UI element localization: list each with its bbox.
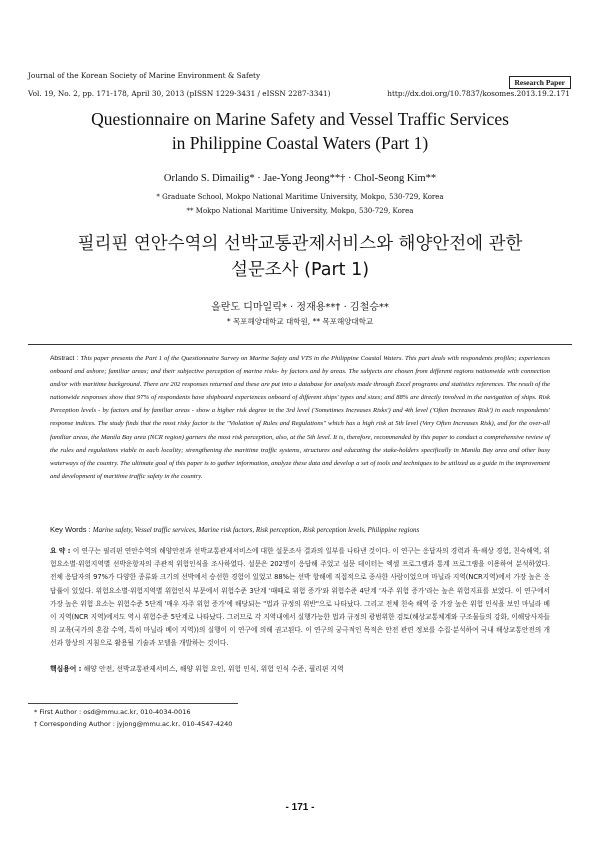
affiliation-en-2: ** Mokpo National Maritime University, Mokpo, 530-729, Korea: [186, 207, 414, 215]
keywords-label: Key Words :: [50, 525, 93, 534]
title-ko-line1: 필리핀 연안수역의 선박교통관제서비스와 해양안전에 관한: [77, 234, 523, 254]
divider-top: [28, 344, 572, 345]
abstract-ko-text: 이 연구는 필리핀 연안수역의 해양안전과 선박교통관제서비스에 대한 설문조사 결과의 일부를 나타낸 것이다. 이 연구는 응답자의 경력과 육·해상 경험, 친숙해역, 위험요소별·위험지역별 선박운항자의 주관적 위험인식을 조사하였다. 설문은 202명이 응답해 주었고 설문 데이터는 엑셀 프로그램과 통계 프로그램을 이용하여 분석하였다. 전체 응답자의 97%가 다양한 종류와 크기의 선박에서 승선한 경험이 있었고 88%는 선박 항해에 직접적으로 종사한 사람이었으며 마닐라 지역(NCR지역)에서 가장 높은 응답률이 있었다. 위험요소별·위험지역별 위험인식 부문에서 위험수준 3단계 '때때로 위험 증가'와 위험수준 4단계 '자주 위험 증가'라는 높은 위험지표를 보였다. 이 연구에서 가장 높은 위험 요소는 위험수준 5단계 '매우 자주 위험 증가'에 해당되는 "법과 규정의 위반"으로 나타났다. 그리고 전체 친숙 해역 중 가장 높은 위험 인식을 보인 마닐라 베이 지역(NCR 지역)에서도 역시 위험수준 5단계로 나타났다. 그러므로 각 지역내에서 실행가능한 법과 규정의 광범위한 검토(해상교통체계와 구조물들의 강화, 이해당사자들의 교육(국가의 혼잡 수역, 특히 마닐라 베이 지역))의 실행이 이 연구에 의해 권고된다. 이 연구의 궁극적인 목적은 안전 관련 정보를 수집·분석하여 국내 해상교통안전의 개선과 향상의 지침으로 활용될 기술과 모델을 개발하는 것이다.: [50, 547, 550, 648]
footnote-divider: [28, 703, 238, 704]
affiliation-ko: * 목포해양대학교 대학원, ** 목포해양대학교: [226, 317, 374, 326]
keywords-ko: [50, 663, 550, 673]
authors-en: Orlando S. Dimailig* · Jae-Yong Jeong**† · Chol-Seong Kim**: [163, 173, 437, 184]
title-en-line1: Questionnaire on Marine Safety and Vessel Traffic Services: [91, 109, 509, 129]
affiliation-en-1: * Graduate School, Mokpo National Maritime University, Mokpo, 530-729, Korea: [156, 193, 444, 201]
doi-link[interactable]: http://dx.doi.org/10.7837/kosomes.2013.19.2.171: [387, 89, 570, 98]
article-type-badge: Research Paper: [509, 76, 571, 89]
keywords-ko-label: 핵심용어 :: [50, 665, 84, 673]
abstract-text: This paper presents the Part 1 of the Questionnaire Survey on Marine Safety and VTS in the Philippine Coastal Waters. This part deals with respondents profiles; experiences onboard and ashore; familiar areas; and their subjective perception of marine risks- by factors and by areas. The subjects are chosen from different regions nationwide with connection and/or with maritime background. There are 202 responses returned and these are put into a database for analysis made through Excel programs and statistics references. The result of the nationwide responses show that 97% of respondents have shipboard experiences onboard of different ships' types and sizes; and 88% are directly involved in the navigation of ships. Risk Perception levels - by factors and by familiar areas - show a higher risk degree in the 3rd level ('Sometimes Increases Risks') and 4th level ('Often Increases Risk') in each respondents' response indices. The study finds that the most risky factor is the "Violation of Rules and Regulations" which has a high risk at 5th level (Very Often Increases Risk), and for the over-all familiar areas, the Manila Bay area (NCR region) garners the most risk perception, also, at the 5th level. It is, therefore, recommended by this paper to conduct a comprehensive review of the rules and regulations viable in each locality; strengthening the maritime traffic systems, structures and educating the stake-holders specifically in Manila Bay area and other busy waterways of the country. The ultimate goal of this paper is to gather information, analyze these data and develop a set of tools and techniques to be utilized as a guide in the improvement and development of maritime traffic safety in the country.: [50, 355, 550, 480]
authors-ko: 올란도 디마일릭* · 정재용**† · 김철승**: [211, 302, 389, 313]
footnote-first-author: * First Author : osd@mmu.ac.kr, 010-4034-0016: [34, 708, 191, 716]
volume-info: Vol. 19, No. 2, pp. 171-178, April 30, 2013 (pISSN 1229-3431 / eISSN 2287-3341): [28, 89, 331, 98]
keywords: [50, 525, 550, 534]
title-ko-line2: 설문조사 (Part 1): [230, 260, 370, 280]
footnote-corresponding-author: † Corresponding Author : jyjong@mmu.ac.kr, 010-4547-4240: [34, 720, 233, 728]
title-en-line2: in Philippine Coastal Waters (Part 1): [171, 133, 429, 153]
page-number: - 171 -: [285, 802, 315, 813]
journal-name: Journal of the Korean Society of Marine Environment & Safety: [28, 71, 261, 80]
abstract-ko-label: 요 약 :: [50, 547, 73, 555]
abstract-label: Abstract :: [50, 355, 81, 362]
keywords-text: Marine safety, Vessel traffic services, Marine risk factors, Risk perception, Risk perception levels, Philippine regions: [92, 526, 420, 534]
abstract: [50, 352, 550, 483]
keywords-ko-text: 해양 안전, 선박교통관제서비스, 해양 위험 요인, 위험 인식, 위험 인식 수준, 필리핀 지역: [83, 665, 344, 673]
abstract-ko: [50, 545, 550, 651]
